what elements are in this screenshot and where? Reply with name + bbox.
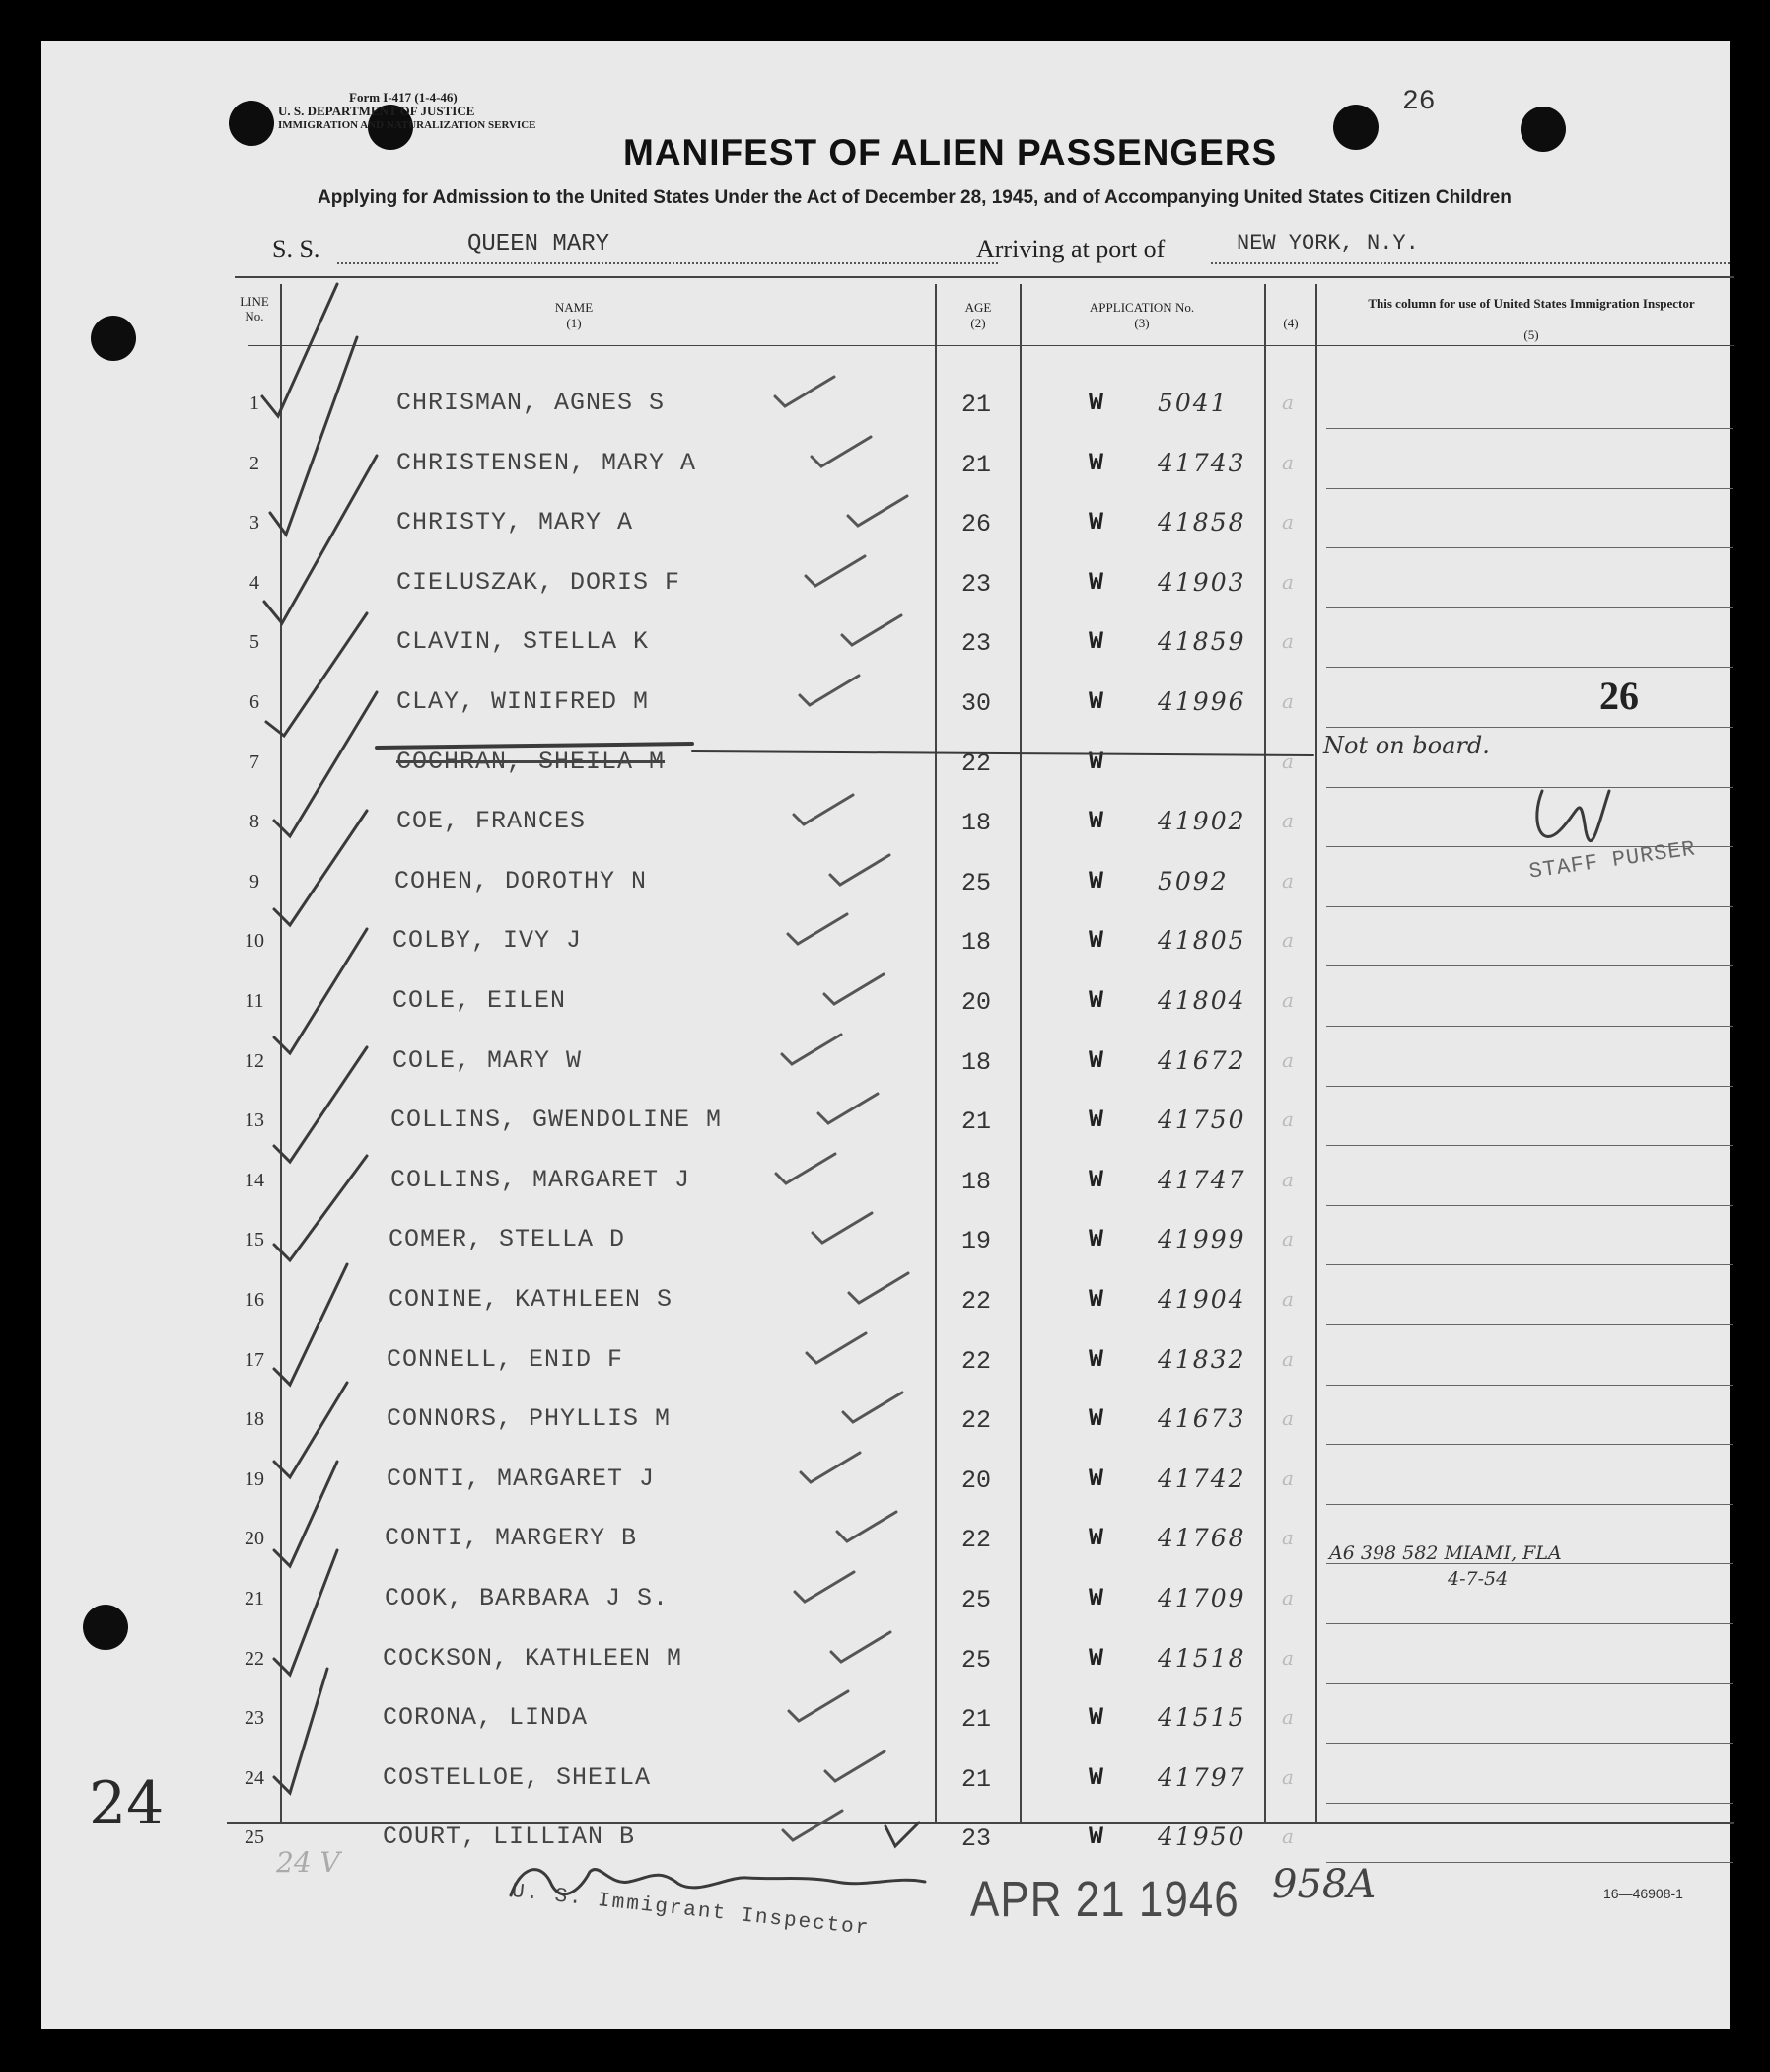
page-title: MANIFEST OF ALIEN PASSENGERS [623,132,1278,173]
application-number: 41515 [1158,1703,1246,1733]
passenger-name: CORONA, LINDA [383,1703,589,1733]
col4-mark: a [1282,1526,1294,1550]
passenger-age: 19 [960,1227,991,1256]
application-number: 41750 [1158,1106,1246,1135]
application-number: 5092 [1158,866,1229,895]
passenger-name: CONNELL, ENID F [387,1344,624,1374]
row-line-number: 6 [249,691,259,713]
passenger-name: CHRISTY, MARY A [396,508,634,537]
margin-check-mark [274,811,367,925]
row-line-number: 21 [245,1588,264,1609]
header-age-num: (2) [970,316,986,330]
application-letter: W [1089,627,1104,657]
margin-24: 24 [89,1769,165,1838]
passenger-age: 25 [960,1586,991,1614]
passenger-name: COCKSON, KATHLEEN M [383,1643,683,1673]
header-inspector-num: (5) [1523,327,1539,342]
margin-check-mark [274,929,367,1053]
passenger-name: CHRISTENSEN, MARY A [396,448,697,477]
row-line-number: 16 [245,1289,264,1311]
col4-mark: a [1282,1167,1294,1191]
col4-mark: a [1282,569,1294,594]
passenger-age: 22 [960,1526,991,1555]
application-letter: W [1089,1762,1104,1792]
application-letter: W [1089,567,1104,597]
col4-mark: a [1282,1824,1294,1849]
row-line-number: 15 [245,1229,264,1251]
row21-note-line2: 4-7-54 [1448,1568,1509,1590]
service: IMMIGRATION AND NATURALIZATION SERVICE [278,119,536,131]
passenger-name: CLAVIN, STELLA K [396,627,650,657]
ink-marks [41,41,1730,2029]
application-letter: W [1089,687,1104,716]
passenger-age: 20 [960,988,991,1017]
signature-check [885,1822,919,1846]
col4-mark: a [1282,1705,1294,1730]
row-line-number: 9 [249,870,259,893]
application-letter: W [1089,389,1104,417]
margin-check-mark [274,1264,347,1385]
passenger-age: 18 [960,809,991,838]
passenger-age: 18 [960,928,991,958]
row-line-number: 18 [245,1408,264,1431]
passenger-name: COLBY, IVY J [392,926,583,956]
margin-check-mark [274,1669,327,1793]
application-number: 41742 [1158,1464,1246,1493]
row-line-number: 25 [245,1826,264,1849]
application-number: 41950 [1158,1822,1246,1852]
application-letter: W [1089,1285,1104,1314]
passenger-name: COHEN, DOROTHY N [394,866,648,895]
passenger-age: 18 [960,1167,991,1196]
passenger-name: CONINE, KATHLEEN S [389,1285,673,1314]
row-line-number: 10 [245,930,264,953]
passenger-name: COLLINS, GWENDOLINE M [390,1106,723,1135]
row-line-number: 8 [249,811,259,833]
col4-mark: a [1282,689,1294,713]
application-number: 41832 [1158,1344,1246,1374]
passenger-name: COSTELLOE, SHEILA [383,1762,652,1792]
application-number: 41518 [1158,1643,1246,1673]
application-letter: W [1089,1404,1104,1434]
manifest-page [41,41,1730,2029]
col4-mark: a [1282,1287,1294,1311]
inspector-title: U. S. Immigrant Inspector [510,1880,872,1942]
passenger-age: 21 [960,450,991,479]
application-letter: W [1089,807,1104,836]
col4-mark: a [1282,1107,1294,1132]
col4-mark: a [1282,450,1294,474]
passenger-age: 30 [960,689,991,718]
row-line-number: 22 [245,1647,264,1670]
form-code: 16—46908-1 [1603,1886,1683,1901]
passenger-age: 21 [960,1705,991,1735]
row-line-number: 4 [249,571,259,594]
application-number: 41904 [1158,1285,1246,1314]
passenger-name: COMER, STELLA D [389,1225,626,1254]
ss-label: S. S. [272,235,320,263]
application-letter: W [1089,747,1104,776]
ship-name: QUEEN MARY [467,231,610,257]
application-number: 41996 [1158,687,1246,716]
header-application-num: (3) [1134,316,1150,330]
row-line-number: 3 [249,512,259,535]
application-letter: W [1089,866,1104,895]
inspector-signature [511,1870,925,1895]
passenger-name: COLE, EILEN [392,986,567,1015]
application-letter: W [1089,1165,1104,1194]
application-number: 5041 [1158,389,1229,417]
col4-mark: a [1282,749,1294,773]
passenger-age: 22 [960,1406,991,1436]
application-letter: W [1089,508,1104,537]
application-number: 41903 [1158,567,1246,597]
row-line-number: 23 [245,1707,264,1730]
col4-mark: a [1282,1346,1294,1371]
header-col4: (4) [1283,316,1299,330]
passenger-age: 22 [960,1287,991,1316]
margin-check-mark [274,1156,367,1260]
col4-mark: a [1282,391,1294,414]
row-line-number: 2 [249,452,259,474]
col4-mark: a [1282,1465,1294,1490]
header-application: APPLICATION No. [1089,300,1195,315]
application-number: 41805 [1158,926,1246,956]
application-letter: W [1089,1045,1104,1075]
application-number: 41859 [1158,627,1246,657]
passenger-age: 21 [960,1764,991,1794]
port-name: NEW YORK, N.Y. [1237,231,1419,255]
application-number: 41999 [1158,1225,1246,1254]
page-count-26: 26 [1599,674,1639,718]
arriving-label: Arriving at port of [976,235,1166,263]
margin-check-mark [274,1550,337,1675]
application-letter: W [1089,986,1104,1015]
passenger-age: 23 [960,629,991,659]
application-letter: W [1089,1225,1104,1254]
passenger-name: CONNORS, PHYLLIS M [387,1404,672,1434]
application-letter: W [1089,1584,1104,1612]
header-age: AGE [964,300,992,315]
application-letter: W [1089,448,1104,477]
stamp-code: 958A [1272,1862,1377,1907]
margin-check-mark [264,456,377,623]
margin-check-mark [270,337,357,535]
form-number: Form I-417 (1-4-46) [349,90,458,105]
passenger-name: COLLINS, MARGARET J [390,1165,691,1194]
row-line-number: 20 [245,1528,264,1550]
col4-mark: a [1282,1645,1294,1670]
passenger-name: COE, FRANCES [396,807,587,836]
passenger-age: 22 [960,749,991,778]
row-line-number: 17 [245,1348,264,1371]
application-letter: W [1089,1106,1104,1135]
row-line-number: 24 [245,1766,264,1789]
col4-mark: a [1282,1764,1294,1789]
passenger-age: 21 [960,1107,991,1137]
passenger-name: CONTI, MARGARET J [387,1464,656,1493]
passenger-age: 26 [960,510,991,539]
strike-line [377,744,692,748]
application-letter: W [1089,1344,1104,1374]
passenger-age: 22 [960,1346,991,1376]
application-letter: W [1089,1822,1104,1852]
application-letter: W [1089,1524,1104,1553]
application-letter: W [1089,926,1104,956]
page-subtitle: Applying for Admission to the United States Under the Act of December 28, 1945, and of Accompanying United States Citizen Children [318,187,1512,208]
purser-initials [1537,791,1609,841]
application-letter: W [1089,1703,1104,1733]
application-number: 41747 [1158,1165,1246,1194]
passenger-age: 21 [960,391,991,419]
row-line-number: 12 [245,1049,264,1072]
department: U. S. DEPARTMENT OF JUSTICE [278,104,475,118]
row-line-number: 13 [245,1109,264,1132]
margin-check-mark [274,1047,367,1162]
row21-note-line1: A6 398 582 MIAMI, FLA [1329,1542,1562,1564]
application-number: 41672 [1158,1045,1246,1075]
col4-mark: a [1282,868,1294,893]
application-number: 41797 [1158,1762,1246,1792]
passenger-name: CLAY, WINIFRED M [396,687,650,716]
row-line-number: 11 [245,990,264,1012]
application-number: 41768 [1158,1524,1246,1553]
passenger-name: CIELUSZAK, DORIS F [396,567,681,597]
passenger-name: COLE, MARY W [392,1045,583,1075]
col4-mark: a [1282,809,1294,833]
passenger-age: 18 [960,1047,991,1077]
passenger-age: 20 [960,1465,991,1495]
page-number: 26 [1402,87,1436,117]
passenger-age: 23 [960,569,991,599]
passenger-name: COCHRAN, SHEILA M [396,747,666,776]
application-number: 41902 [1158,807,1246,836]
passenger-name: CONTI, MARGERY B [385,1524,638,1553]
col4-mark: a [1282,510,1294,535]
margin-check-mark [274,1462,337,1566]
margin-24v: 24 V [276,1846,340,1879]
application-number: 41804 [1158,986,1246,1015]
passenger-name: COURT, LILLIAN B [383,1822,636,1852]
passenger-age: 23 [960,1824,991,1854]
application-number: 41709 [1158,1584,1246,1612]
margin-check-mark [262,284,337,416]
col4-mark: a [1282,629,1294,654]
date-stamp: APR 21 1946 [970,1872,1239,1928]
passenger-age: 25 [960,1645,991,1675]
col4-mark: a [1282,1227,1294,1251]
header-name-num: (1) [566,316,582,330]
header-inspector-column: This column for use of United States Immigration Inspector [1368,296,1695,311]
strike-line [692,751,1313,755]
col4-mark: a [1282,1586,1294,1609]
passenger-name: CHRISMAN, AGNES S [396,389,666,417]
application-number: 41743 [1158,448,1246,477]
application-letter: W [1089,1464,1104,1493]
col4-mark: a [1282,928,1294,953]
application-number: 41858 [1158,508,1246,537]
application-letter: W [1089,1643,1104,1673]
row-line-number: 7 [249,750,259,773]
margin-check-mark [266,613,367,736]
col4-mark: a [1282,1406,1294,1431]
header-line-no: LINE No. [240,294,269,323]
row-line-number: 19 [245,1467,264,1490]
col4-mark: a [1282,1047,1294,1072]
col4-mark: a [1282,988,1294,1012]
application-number: 41673 [1158,1404,1246,1434]
header-name: NAME [554,300,594,315]
passenger-name: COOK, BARBARA J S. [385,1584,670,1612]
row-line-number: 1 [249,393,259,414]
staff-purser-stamp: STAFF PURSER [1527,836,1698,885]
margin-check-mark [274,692,377,836]
passenger-age: 25 [960,868,991,897]
row-line-number: 14 [245,1169,264,1191]
not-on-board-note: Not on board. [1323,732,1490,759]
row-line-number: 5 [249,631,259,654]
